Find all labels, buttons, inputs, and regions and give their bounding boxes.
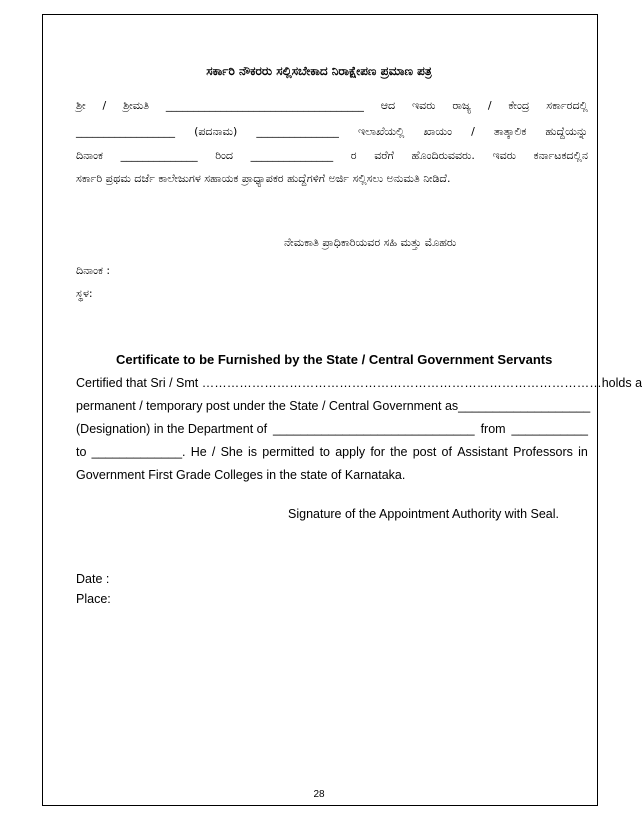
word: / xyxy=(471,125,475,138)
kannada-title: ಸರ್ಕಾರಿ ನೌಕರರು ಸಲ್ಲಿಸಬೇಕಾದ ನಿರಾಕ್ಷೇಪಣ ಪ್ರಮಾಣ ಪತ್ರ xyxy=(206,64,432,78)
kannada-line-2 xyxy=(76,125,588,139)
page-number: 28 xyxy=(313,789,325,800)
english-title: Certificate to be Furnished by the State / Central Government Servants xyxy=(116,352,553,367)
kannada-line-4: ಸರ್ಕಾರಿ ಪ್ರಥಮ ದರ್ಜೆ ಕಾಲೇಜುಗಳ ಸಹಾಯಕ ಪ್ರಾಧ್ಯಾಪಕರ ಹುದ್ದೆಗಳಿಗೆ ಅರ್ಜಿ ಸಲ್ಲಿಸಲು ಅನುಮತಿ ನೀಡಿದೆ. xyxy=(76,172,451,185)
word: ಇವರು xyxy=(492,149,517,162)
english-signature-label: Signature of the Appointment Authority with Seal. xyxy=(288,507,560,521)
word: / xyxy=(211,445,216,459)
word: ಕರ್ನಾಟಕದಲ್ಲಿನ xyxy=(533,149,588,162)
word: ಹೊಂದಿರುವವರು. xyxy=(411,149,475,162)
word: permitted xyxy=(262,445,315,459)
blank-line: _____________. xyxy=(91,445,186,459)
word: ರಿಂದ xyxy=(215,149,233,162)
word: He xyxy=(190,445,207,459)
word: ಆದ xyxy=(380,99,396,112)
english-line-2 xyxy=(76,395,591,418)
word: ಕೇಂದ್ರ xyxy=(508,99,530,112)
word: (ಪದನಾಮ) xyxy=(194,125,238,138)
kannada-date-label: ದಿನಾಂಕ : xyxy=(76,264,111,277)
kannada-line-1 xyxy=(76,99,588,113)
blank-line: _______________ xyxy=(250,149,334,162)
word: ಇಲಾಖೆಯಲ್ಲಿ xyxy=(357,125,405,138)
word: ಶ್ರೀಮತಿ xyxy=(123,99,150,112)
blank-line: ___________________ xyxy=(458,399,591,413)
english-line-5 xyxy=(76,464,588,487)
english-line-3 xyxy=(76,418,588,441)
kannada-line-3 xyxy=(76,149,588,163)
text-segment: from xyxy=(480,422,506,436)
text-segment: (Designation) in the Department of xyxy=(76,422,268,436)
word: to xyxy=(76,445,87,459)
english-date-label: Date : xyxy=(76,572,110,586)
word: ವರೆಗೆ xyxy=(374,149,394,162)
word: Professors xyxy=(513,445,573,459)
word: in xyxy=(578,445,588,459)
word: ತಾತ್ಕಾಲಿಕ xyxy=(493,125,527,138)
kannada-place-label: ಸ್ಥಳ: xyxy=(76,287,93,300)
word: ಸರ್ಕಾರದಲ್ಲಿ xyxy=(546,99,588,112)
word: She xyxy=(220,445,243,459)
english-line-4 xyxy=(76,441,588,464)
text-segment: Government First Grade Colleges in the state of Karnataka. xyxy=(76,468,406,482)
blank-line: _____________________________ xyxy=(273,422,475,436)
word: ಇವರು xyxy=(411,99,436,112)
english-place-label: Place: xyxy=(76,592,111,606)
blank-line: __________________ xyxy=(76,125,175,138)
word: the xyxy=(390,445,408,459)
text-segment: Certified that Sri / Smt …………………………………………………………………………………… xyxy=(76,376,602,390)
word: is xyxy=(248,445,258,459)
word: of xyxy=(441,445,452,459)
word: ಖಾಯಂ xyxy=(423,125,452,138)
word: ದಿನಾಂಕ xyxy=(76,149,103,162)
word: Assistant xyxy=(457,445,508,459)
blank-line: _______________ xyxy=(256,125,339,138)
blank-line: ______________ xyxy=(120,149,198,162)
word: / xyxy=(487,99,492,112)
word: ರ xyxy=(350,149,357,162)
word: / xyxy=(102,99,107,112)
word: for xyxy=(370,445,385,459)
word: ಹುದ್ದೆಯನ್ನು xyxy=(545,125,588,138)
text-segment: holds a xyxy=(601,376,642,390)
word: to xyxy=(319,445,331,459)
blank-line: ___________ xyxy=(511,422,588,436)
english-line-1 xyxy=(76,372,642,395)
blank-line: ____________________________________ xyxy=(165,99,364,112)
word: post xyxy=(412,445,437,459)
word: apply xyxy=(335,445,366,459)
kannada-signature-label: ನೇಮಕಾತಿ ಪ್ರಾಧಿಕಾರಿಯವರ ಸಹಿ ಮತ್ತು ಮೊಹರು xyxy=(284,236,457,249)
english-paragraph xyxy=(76,372,642,487)
text-segment: permanent / temporary post under the State / Central Government as xyxy=(76,399,459,413)
word: ಶ್ರೀ xyxy=(76,99,86,112)
word: ರಾಜ್ಯ xyxy=(452,99,471,112)
